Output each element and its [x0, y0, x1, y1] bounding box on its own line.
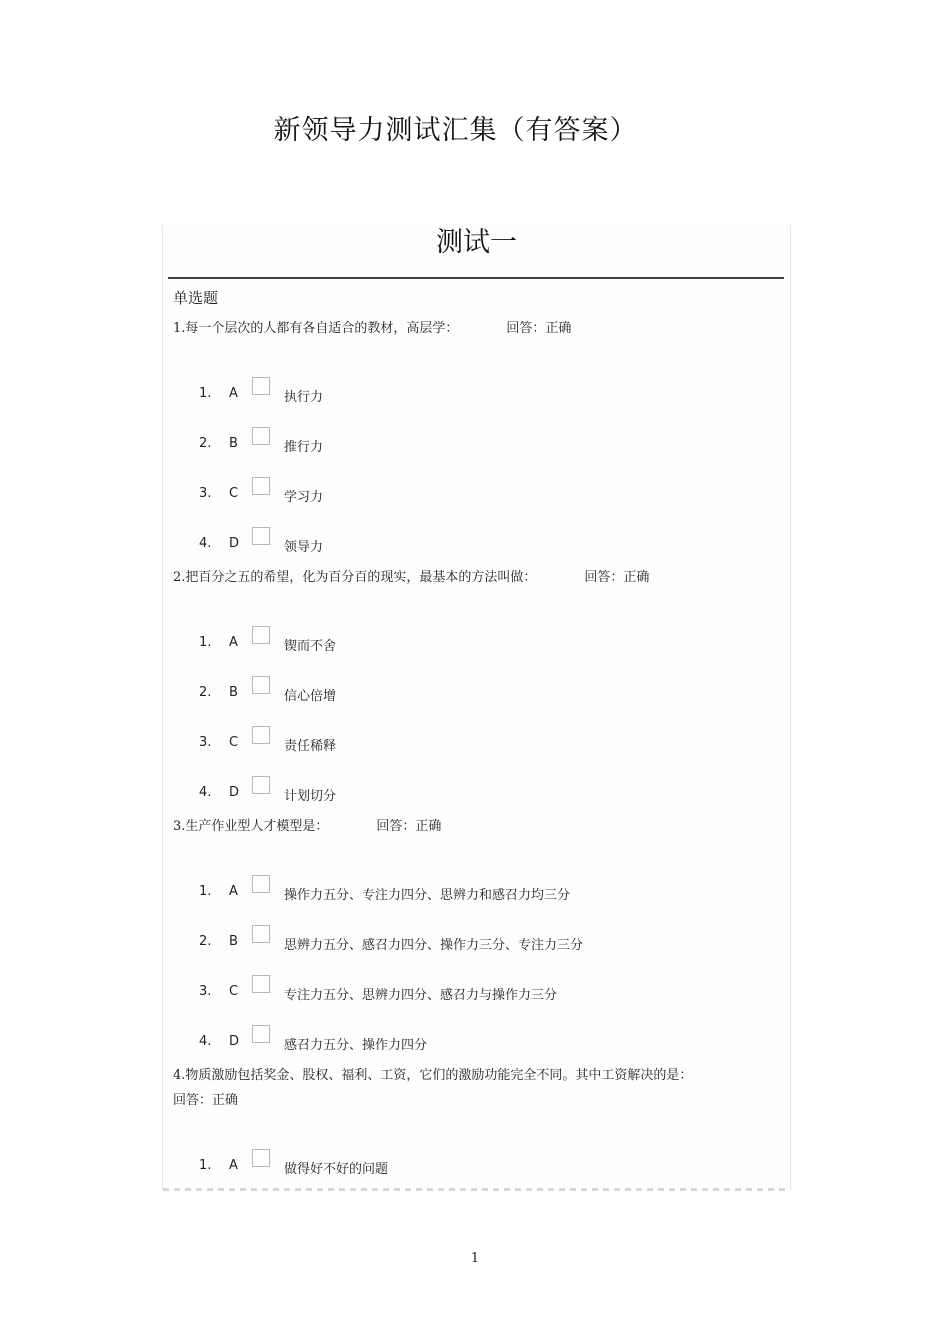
option-number: 4. — [199, 536, 212, 551]
answer-status: 回答：正确 — [173, 1093, 239, 1108]
option-text: 计划切分 — [284, 789, 337, 804]
option-letter: D — [229, 1034, 240, 1049]
option-letter: A — [229, 884, 238, 899]
option-text: 推行力 — [284, 440, 324, 455]
option-text: 专注力五分、思辨力四分、感召力与操作力三分 — [284, 988, 558, 1003]
option-letter: A — [229, 386, 238, 401]
option-number: 1. — [199, 635, 212, 650]
option-text: 责任稀释 — [284, 739, 337, 754]
option-number: 2. — [199, 685, 212, 700]
title-divider — [168, 277, 784, 279]
option-letter: B — [229, 436, 238, 451]
section-label: 单选题 — [173, 289, 219, 307]
option-text: 信心倍增 — [284, 689, 337, 704]
question-1 — [173, 316, 571, 341]
option-number: 4. — [199, 785, 212, 800]
question-text: 1.每一个层次的人都有各自适合的教材，高层学： — [173, 321, 459, 336]
test-title: 测试一 — [436, 227, 517, 258]
option-checkbox[interactable] — [252, 626, 270, 644]
test-panel — [162, 225, 791, 1191]
option-checkbox[interactable] — [252, 427, 270, 445]
option-checkbox[interactable] — [252, 527, 270, 545]
question-text: 2.把百分之五的希望，化为百分百的现实，最基本的方法叫做： — [173, 570, 537, 585]
page-number: 1 — [470, 1251, 480, 1266]
answer-status: 回答：正确 — [376, 819, 442, 834]
option-number: 3. — [199, 735, 212, 750]
option-text: 感召力五分、操作力四分 — [284, 1038, 428, 1053]
panel-bottom-edge — [163, 1188, 790, 1191]
option-checkbox[interactable] — [252, 925, 270, 943]
answer-status: 回答：正确 — [584, 570, 650, 585]
option-letter: A — [229, 1158, 238, 1173]
option-checkbox[interactable] — [252, 377, 270, 395]
option-text: 做得好不好的问题 — [284, 1162, 389, 1177]
option-checkbox[interactable] — [252, 875, 270, 893]
option-text: 思辨力五分、感召力四分、操作力三分、专注力三分 — [284, 938, 584, 953]
option-checkbox[interactable] — [252, 477, 270, 495]
question-3 — [173, 814, 441, 839]
option-letter: D — [229, 536, 240, 551]
option-checkbox[interactable] — [252, 776, 270, 794]
option-letter: D — [229, 785, 240, 800]
answer-status: 回答：正确 — [506, 321, 572, 336]
option-number: 3. — [199, 984, 212, 999]
option-letter: C — [229, 984, 239, 999]
option-number: 1. — [199, 386, 212, 401]
option-number: 2. — [199, 934, 212, 949]
option-number: 3. — [199, 486, 212, 501]
option-checkbox[interactable] — [252, 1025, 270, 1043]
option-text: 执行力 — [284, 390, 324, 405]
document-title: 新领导力测试汇集（有答案） — [273, 115, 638, 146]
option-number: 4. — [199, 1034, 212, 1049]
option-checkbox[interactable] — [252, 726, 270, 744]
question-4 — [173, 1063, 773, 1113]
option-checkbox[interactable] — [252, 676, 270, 694]
option-letter: C — [229, 486, 239, 501]
option-letter: B — [229, 685, 238, 700]
option-letter: C — [229, 735, 239, 750]
option-text: 学习力 — [284, 490, 324, 505]
option-number: 2. — [199, 436, 212, 451]
option-number: 1. — [199, 1158, 212, 1173]
option-text: 领导力 — [284, 540, 324, 555]
question-text: 4.物质激励包括奖金、股权、福利、工资，它们的激励功能完全不同。其中工资解决的是： — [173, 1068, 693, 1083]
option-number: 1. — [199, 884, 212, 899]
option-letter: B — [229, 934, 238, 949]
question-text: 3.生产作业型人才模型是： — [173, 819, 329, 834]
question-2 — [173, 565, 649, 590]
option-text: 锲而不舍 — [284, 639, 337, 654]
option-checkbox[interactable] — [252, 975, 270, 993]
option-checkbox[interactable] — [252, 1149, 270, 1167]
option-text: 操作力五分、专注力四分、思辨力和感召力均三分 — [284, 888, 571, 903]
option-letter: A — [229, 635, 238, 650]
